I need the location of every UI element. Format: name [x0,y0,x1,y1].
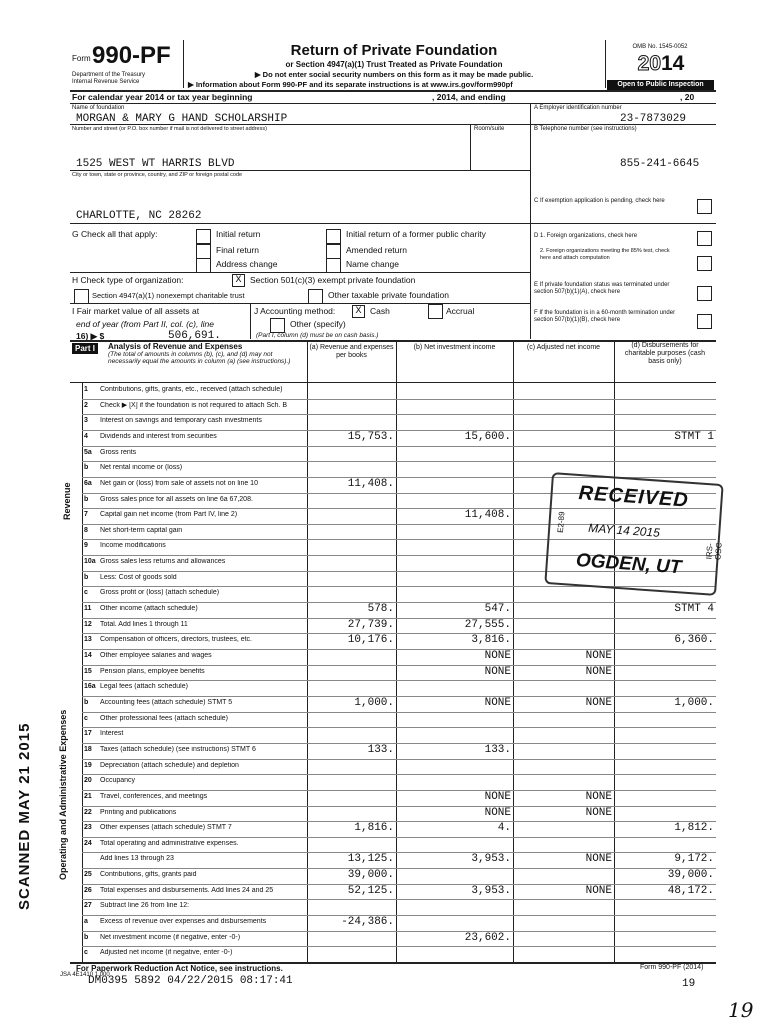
row-value-b[interactable]: 15,600. [464,430,511,443]
row-number: 25 [84,871,92,879]
row-label: Compensation of officers, directors, trustees, etc. [100,636,252,644]
row-value-a[interactable]: 1,000. [354,696,394,709]
initial-former-box[interactable] [326,229,341,244]
check-e-label: E If private foundation status was terminated under section 507(b)(1)(A), check here [534,282,670,295]
row-value-a[interactable]: 578. [367,603,394,616]
row-divider [82,743,716,744]
row-value-b[interactable]: 3,816. [471,634,511,647]
h-other-box[interactable] [308,289,323,304]
row-label: Gross sales price for all assets on line 6a 67,208. [100,495,253,503]
name-change-label: Name change [346,259,399,269]
phone-value[interactable]: 855-241-6645 [620,158,700,170]
row-label: Capital gain net income (from Part IV, line 2) [100,511,238,519]
check-d2-label: 2. Foreign organizations meeting the 85% test, check here and attach computation [540,248,670,261]
row-number: 13 [84,636,92,644]
row-value-d[interactable]: 9,172. [674,853,714,866]
row-number: 10a [84,558,96,566]
street-address[interactable]: 1525 WEST WT HARRIS BLVD [76,158,235,170]
row-value-b[interactable]: 11,408. [464,509,511,522]
address-change-label: Address change [216,259,278,269]
form-label: Form [72,54,91,63]
calendar-end: , 20 [680,92,695,102]
row-number: 27 [84,902,92,910]
col-d-header: (d) Disbursements for charitable purposes (cash basis only) [624,342,706,365]
calendar-year-label: For calendar year 2014 or tax year beginning [72,92,253,102]
row-label: Accounting fees (attach schedule) STMT 5 [100,698,233,706]
other-method-label: Other (specify) [290,319,346,329]
row-label: Gross sales less returns and allowances [100,558,226,566]
form-number: 990-PF [92,42,171,69]
row-value-c[interactable]: NONE [585,696,612,709]
row-value-c[interactable]: NONE [585,650,612,663]
row-label: Pension plans, employee benefits [100,667,205,675]
row-number: 20 [84,777,92,785]
tax-year [612,52,710,76]
row-number: 6a [84,479,92,487]
phone-label: B Telephone number (see instructions) [534,126,637,132]
row-number: 12 [84,620,92,628]
cash-basis-note: (Part I, column (d) must be on cash basis.) [256,332,379,339]
row-label: Adjusted net income (if negative, enter -0-) [100,949,233,957]
row-divider [82,446,716,447]
row-number: 4 [84,432,88,440]
address-change-box[interactable] [196,258,211,273]
row-value-d[interactable]: 1,000. [674,696,714,709]
row-label: Gross profit or (loss) (attach schedule) [100,589,220,597]
foundation-name-label: Name of foundation [72,105,125,111]
h-4947-box[interactable] [74,289,89,304]
row-value-a[interactable]: -24,386. [341,916,394,929]
row-value-d[interactable]: 48,172. [667,884,714,897]
row-value-b[interactable]: 3,953. [471,884,511,897]
row-label: Net gain or (loss) from sale of assets not on line 10 [100,479,258,487]
row-divider [82,931,716,932]
row-label: Taxes (attach schedule) (see instructions) STMT 6 [100,745,256,753]
part1-title-note: (The total of amounts in columns (b), (c), and (d) may not necessarily equal the amounts in column (a) (see instructions).) [108,351,291,365]
street-label: Number and street (or P.O. box number if mail is not delivered to street address) [72,126,267,132]
handwritten-page: 19 [728,998,754,1022]
row-number: b [84,933,89,941]
row-number: b [84,495,89,503]
initial-return-label: Initial return [216,229,261,239]
revenue-side-label: Revenue [62,482,72,520]
check-f-label: F If the foundation is in a 60-month termination under section 507(b)(1)(B), check here [534,310,676,323]
row-label: Other professional fees (attach schedule) [100,714,229,722]
row-value-d[interactable]: 6,360. [674,634,714,647]
row-divider [82,759,716,760]
h-other-label: Other taxable private foundation [328,290,449,300]
form-footer: Form 990-PF (2014) [640,964,704,971]
row-number: 24 [84,839,92,847]
received-stamp [544,472,723,596]
h-4947-label: Section 4947(a)(1) nonexempt charitable trust [92,291,245,300]
initial-return-box[interactable] [196,229,211,244]
page-number: 19 [682,978,696,990]
initial-former-label: Initial return of a former public charity [346,229,486,239]
row-label: Excess of revenue over expenses and disbursements [100,918,267,926]
row-value-a[interactable]: 15,753. [347,430,394,443]
row-label: Income modifications [100,542,166,550]
info-notice: ▶ Information about Form 990-PF and its separate instructions is at www.irs.gov/form990pf [188,80,513,89]
h-501c3-box[interactable]: X [232,274,245,287]
row-value-a[interactable]: 39,000. [347,869,394,882]
col-a-header: (a) Revenue and expenses per books [309,344,394,359]
row-label: Total. Add lines 1 through 11 [100,620,188,628]
part1-badge: Part I [72,343,98,354]
row-value-a[interactable]: 27,739. [347,618,394,631]
row-number: 16a [84,683,96,691]
check-d1-box[interactable] [697,231,712,246]
row-label: Add lines 13 through 23 [100,855,174,863]
row-value-a[interactable]: 10,176. [347,634,394,647]
row-label: Interest on savings and temporary cash investments [100,417,262,425]
row-value-a[interactable]: 13,125. [347,853,394,866]
row-value-a[interactable]: 52,125. [347,884,394,897]
row-divider [82,399,716,400]
amended-return-box[interactable] [326,244,341,259]
other-method-box[interactable] [270,318,285,333]
row-divider [82,915,716,916]
row-value-a[interactable]: 133. [367,743,394,756]
row-divider [82,414,716,415]
row-label: Depreciation (attach schedule) and depletion [100,761,239,769]
row-label: Other expenses (attach schedule) STMT 7 [100,824,232,832]
row-number: c [84,589,88,597]
row-divider [82,790,716,791]
row-label: Check ▶ [X] if the foundation is not required to attach Sch. B [100,401,288,409]
city-label: City or town, state or province, country, and ZIP or foreign postal code [72,172,243,178]
row-label: Less: Cost of goods sold [100,573,177,581]
row-divider [82,727,716,728]
row-label: Net rental income or (loss) [100,464,183,472]
row-divider [82,806,716,807]
room-suite-label: Room/suite [474,126,505,132]
irs-label: Internal Revenue Service [72,79,140,85]
col-c-header: (c) Adjusted net income [526,344,601,351]
row-value-c[interactable]: NONE [585,884,612,897]
row-value-a[interactable]: 11,408. [347,477,394,490]
row-number: 18 [84,745,92,753]
row-number: 22 [84,808,92,816]
open-inspection-badge: Open to Public Inspection [607,80,714,90]
row-value-b[interactable]: 27,555. [464,618,511,631]
ein-value[interactable]: 23-7873029 [620,113,687,125]
tax-year-bold: 14 [661,52,685,75]
subtitle: or Section 4947(a)(1) Trust Treated as Private Foundation [285,60,503,69]
row-number: 5a [84,448,92,456]
row-divider [82,946,716,947]
row-divider [82,837,716,838]
row-value-b[interactable]: 547. [484,603,511,616]
check-c-box[interactable] [697,199,712,214]
accrual-box[interactable] [428,304,443,319]
row-value-d[interactable]: STMT 1 [674,430,714,443]
check-d2-box[interactable] [697,256,712,271]
row-divider [82,665,716,666]
row-label: Other income (attach schedule) [100,605,198,613]
row-value-d[interactable]: 39,000. [667,869,714,882]
row-label: Subtract line 26 from line 12: [100,902,190,910]
row-number: 17 [84,730,92,738]
row-divider [82,680,716,681]
name-change-box[interactable] [326,258,341,273]
row-number: 23 [84,824,92,832]
row-value-c[interactable]: NONE [585,790,612,803]
row-value-b[interactable]: 133. [484,743,511,756]
received-stamp-code2: IRS-OSC [704,542,724,561]
row-number: 21 [84,792,92,800]
row-divider [82,774,716,775]
cash-label: Cash [370,306,390,316]
h-label: H Check type of organization: [72,275,184,285]
row-value-b[interactable]: 4. [497,822,511,835]
row-label: Travel, conferences, and meetings [100,792,208,800]
row-label: Contributions, gifts, grants paid [100,871,197,879]
check-f-box[interactable] [697,314,712,329]
dln-line: DM0395 5892 04/22/2015 08:17:41 [88,975,293,987]
received-stamp-code1: E2-89 [555,511,567,534]
ein-label: A Employer identification number [534,105,622,111]
row-number: 9 [84,542,88,550]
row-value-b[interactable]: 3,953. [471,853,511,866]
row-divider [82,461,716,462]
department: Department of the Treasury [72,72,146,78]
accounting-method-label: J Accounting method: [254,306,336,316]
row-number: 26 [84,886,92,894]
row-label: Dividends and interest from securities [100,432,217,440]
row-label: Other employee salaries and wages [100,652,212,660]
calendar-mid: , 2014, and ending [432,92,506,102]
row-label: Printing and publications [100,808,177,816]
row-value-a[interactable]: 1,816. [354,822,394,835]
row-value-d[interactable]: 1,812. [674,822,714,835]
row-value-b[interactable]: NONE [484,790,511,803]
row-number: c [84,949,88,957]
fmv-line1: I Fair market value of all assets at [72,306,200,316]
received-stamp-city: OGDEN, UT [575,550,683,579]
row-value-b[interactable]: 23,602. [464,931,511,944]
row-number: 19 [84,761,92,769]
expenses-side-label: Operating and Administrative Expenses [58,709,68,880]
fmv-value[interactable]: 506,691. [168,330,221,342]
fmv-line2: end of year (from Part II, col. (c), line [76,319,214,329]
received-stamp-date: MAY 14 2015 [587,520,661,540]
paperwork-notice: For Paperwork Reduction Act Notice, see instructions. [76,964,283,973]
row-number: b [84,573,89,581]
foundation-name[interactable]: MORGAN & MARY G HAND SCHOLARSHIP [76,113,288,125]
row-value-b[interactable]: NONE [484,806,511,819]
row-number: 7 [84,511,88,519]
row-number: 2 [84,401,88,409]
row-label: Legal fees (attach schedule) [100,683,188,691]
check-d1-label: D 1. Foreign organizations, check here [534,233,638,239]
row-value-d[interactable]: STMT 4 [674,603,714,616]
final-return-box[interactable] [196,244,211,259]
tax-year-outline: 20 [637,52,661,75]
received-stamp-title: RECEIVED [577,482,690,512]
scanned-stamp: SCANNED MAY 21 2015 [16,722,33,910]
omb-number: OMB No. 1545-0052 [632,44,688,50]
row-number: c [84,714,88,722]
row-number: 1 [84,386,88,393]
col-b-header: (b) Net investment income [413,344,496,351]
row-number: a [84,918,88,926]
check-e-box[interactable] [697,286,712,301]
row-value-c[interactable]: NONE [585,806,612,819]
row-label: Interest [100,730,124,738]
part1-title: Analysis of Revenue and Expenses [108,342,243,351]
row-number: 15 [84,667,92,675]
accrual-label: Accrual [446,306,475,316]
check-c-label: C If exemption application is pending, check here [534,198,665,204]
row-divider [82,649,716,650]
row-value-b[interactable]: NONE [484,696,511,709]
row-label: Gross rents [100,448,137,456]
fmv-line3: 16) ▶ $ [76,331,105,341]
page-title: Return of Private Foundation [290,42,498,59]
row-number: 14 [84,652,92,660]
final-return-label: Final return [216,245,259,255]
cash-box[interactable]: X [352,305,365,318]
ssn-notice: ▶ Do not enter social security numbers on this form as it may be made public. [254,70,534,79]
city-state-zip[interactable]: CHARLOTTE, NC 28262 [76,210,202,222]
row-number: 3 [84,417,88,425]
row-label: Total expenses and disbursements. Add lines 24 and 25 [100,886,274,894]
h-501c3-label: Section 501(c)(3) exempt private foundation [250,275,416,285]
row-label: Total operating and administrative expenses. [100,839,239,847]
row-label: Occupancy [100,777,136,785]
row-label: Contributions, gifts, grants, etc., received (attach schedule) [100,386,283,393]
row-value-c[interactable]: NONE [585,665,612,678]
row-value-b[interactable]: NONE [484,650,511,663]
row-label: Net investment income (if negative, enter -0-) [100,933,241,941]
g-label: G Check all that apply: [72,229,158,239]
row-number: b [84,464,89,472]
row-value-c[interactable]: NONE [585,853,612,866]
row-divider [82,712,716,713]
row-value-b[interactable]: NONE [484,665,511,678]
jsa-code: JSA 4E1410 1.000 [60,972,110,978]
row-number: 8 [84,526,88,534]
row-divider [82,899,716,900]
row-number: b [84,698,89,706]
row-label: Net short-term capital gain [100,526,183,534]
amended-return-label: Amended return [346,245,407,255]
row-number: 11 [84,605,92,613]
row-divider [82,618,716,619]
